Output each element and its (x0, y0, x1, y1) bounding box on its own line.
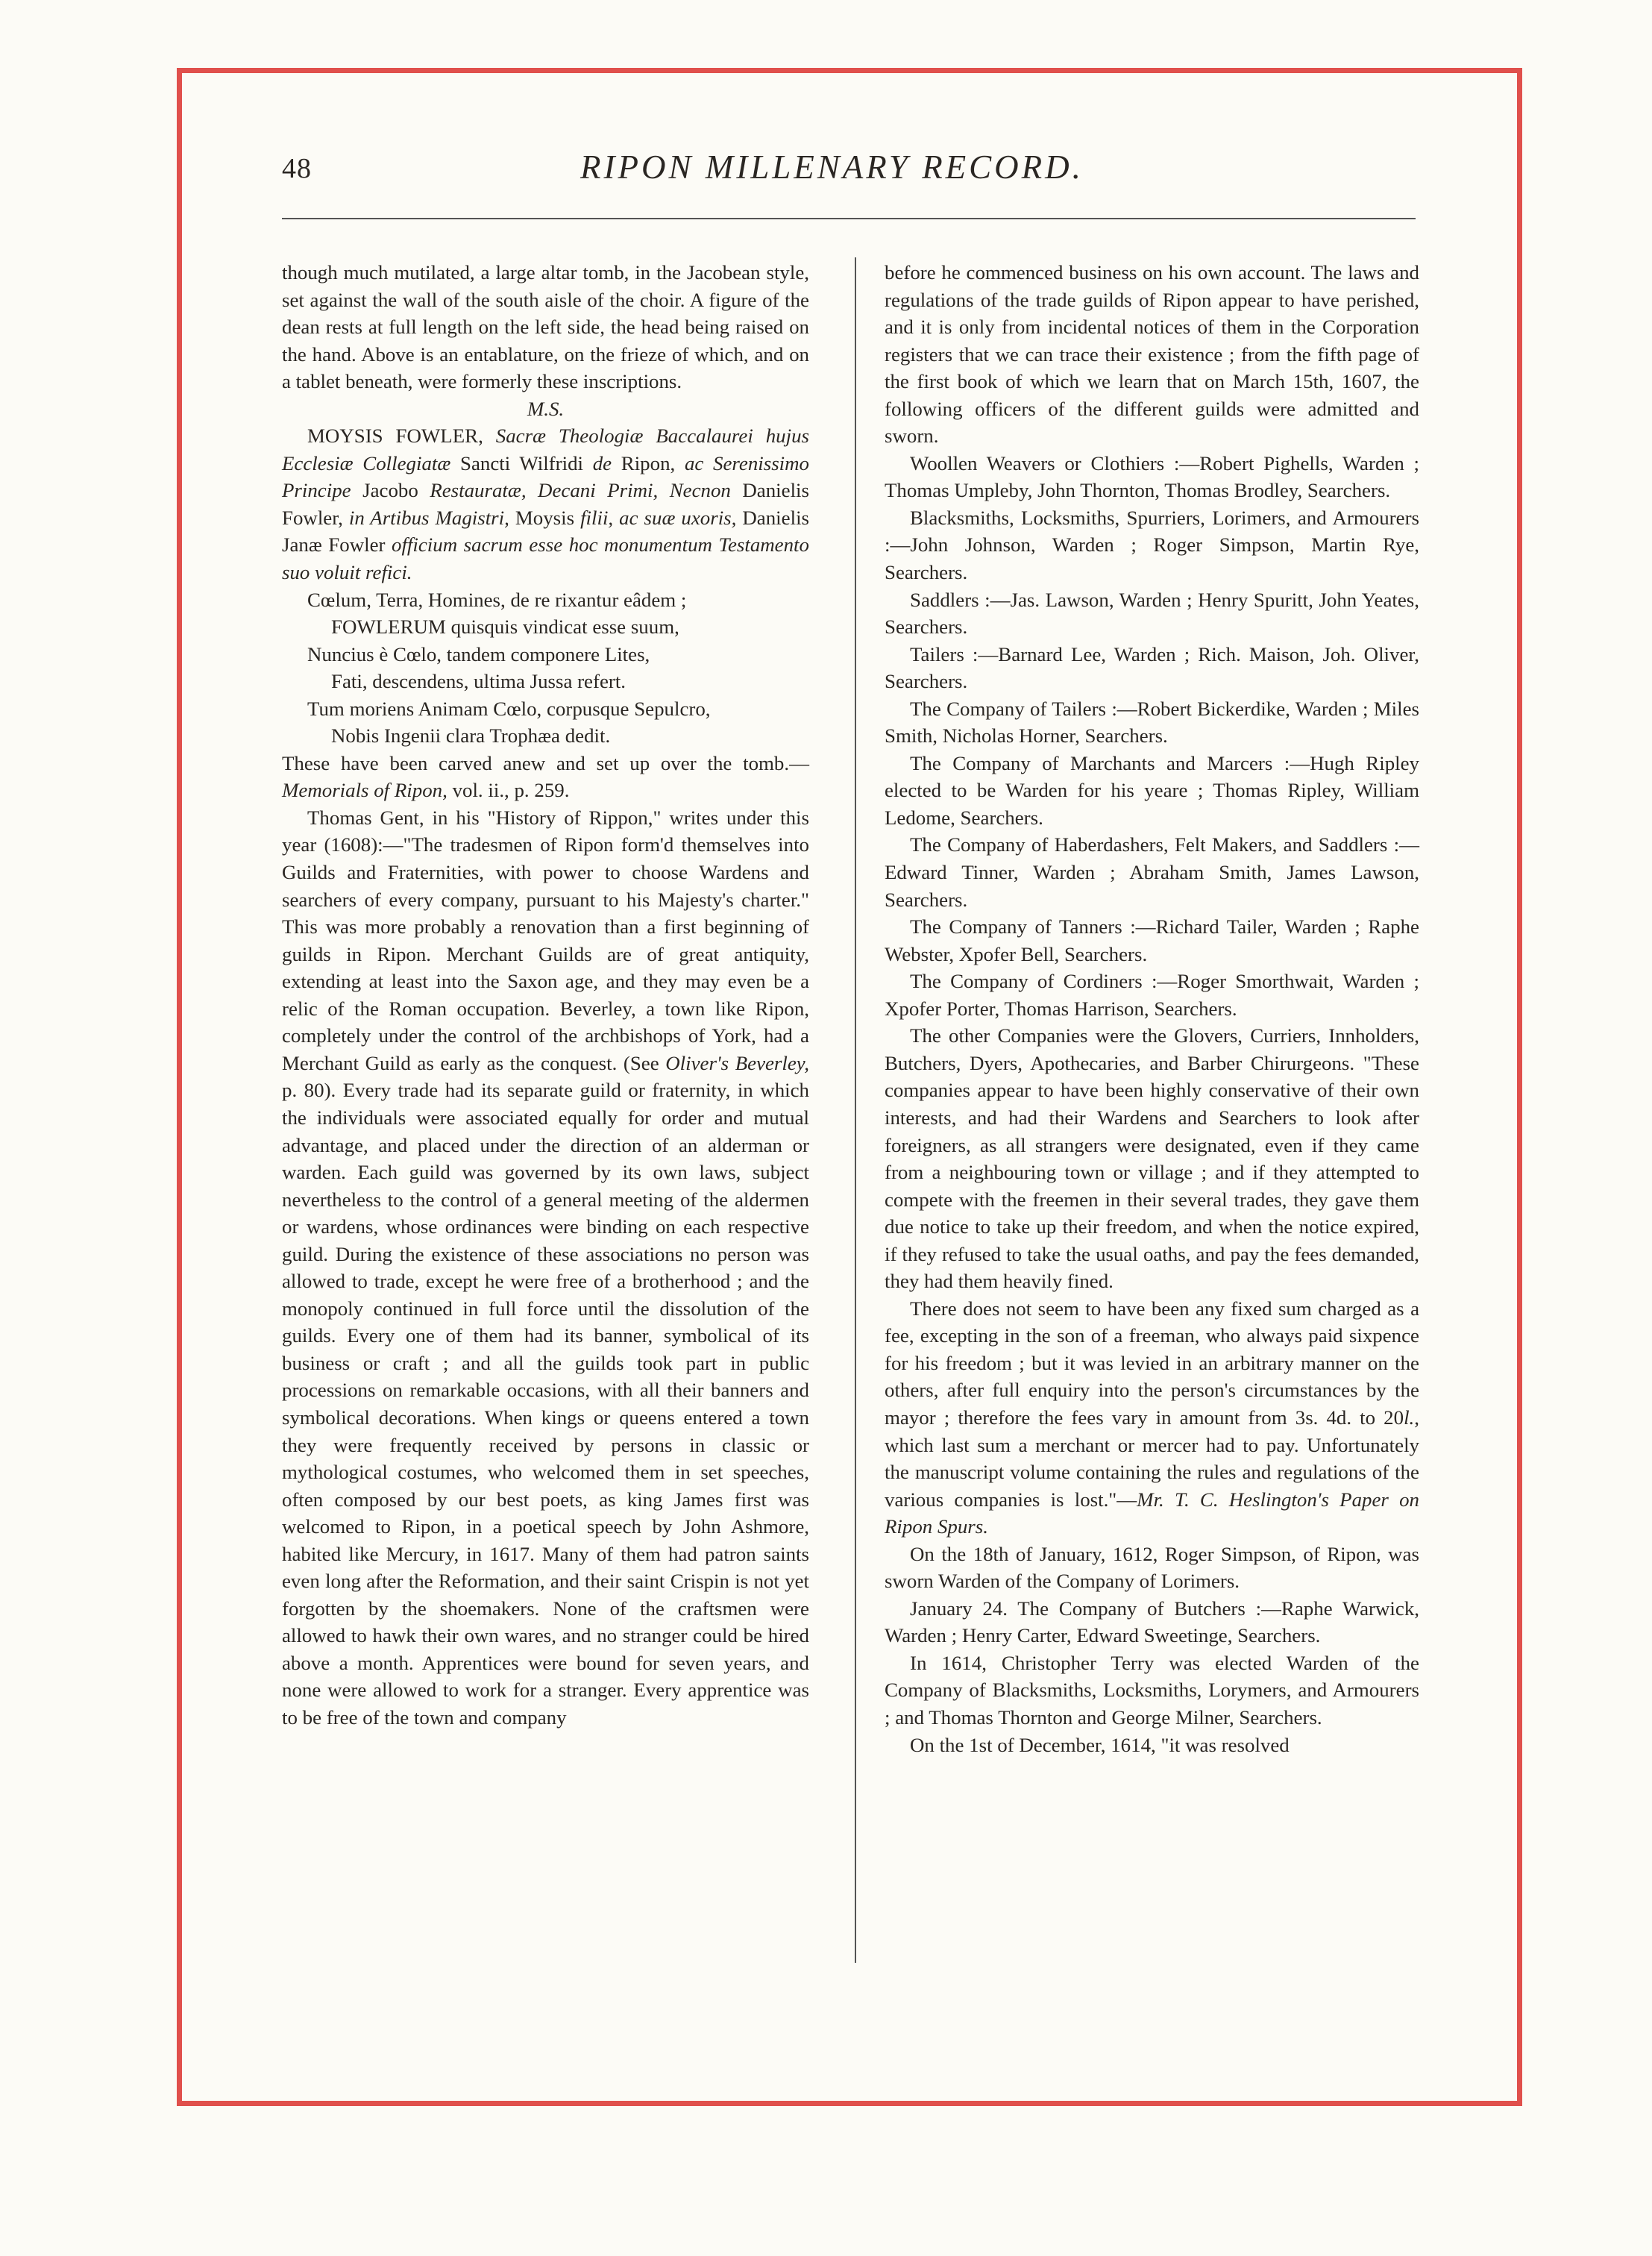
paragraph: January 24. The Company of Butchers :—Raphe Warwick, Warden ; Henry Carter, Edward Sweetinge, Searchers. (885, 1597, 1419, 1647)
verse-line: FOWLERUM quisquis vindicat esse suum, (331, 615, 679, 639)
inscription-italic: ac Serenissimo Principe (282, 451, 809, 502)
inscription-text: Ripon, (612, 451, 685, 474)
latin-inscription (282, 422, 809, 586)
column-divider (855, 257, 856, 1963)
paragraph: In 1614, Christopher Terry was elected Warden of the Company of Blacksmiths, Locksmiths, Lorymers, and Armourers ; and Thomas Thornton and George Milner, Searchers. (885, 1651, 1419, 1729)
paragraph-text: These have been carved anew and set up over the tomb.— (282, 751, 809, 774)
verse-line: Cœlum, Terra, Homines, de re rixantur eâdem ; (307, 588, 687, 611)
paragraph: On the 18th of January, 1612, Roger Simpson, of Ripon, was sworn Warden of the Company of Lorimers. (885, 1542, 1419, 1593)
inscription-heading: M.S. (527, 397, 565, 420)
paragraph: On the 1st of December, 1614, "it was resolved (910, 1733, 1290, 1756)
paragraph: though much mutilated, a large altar tomb, in the Jacobean style, set against the wall of the south aisle of the choir. A figure of the dean rests at full length on the left side, the head being raised on the hand. Above is an entablature, on the frieze of which, and on a tablet beneath, were formerly these inscriptions. (282, 261, 809, 393)
page-number: 48 (282, 153, 312, 184)
inscription-text: Jacobo (351, 479, 430, 502)
running-title: RIPON MILLENARY RECORD. (580, 148, 1084, 186)
right-column (885, 259, 1419, 1758)
inscription-italic: Restauratæ, Decani Primi, Necnon (430, 479, 731, 502)
inscription-italic: officium sacrum esse hoc monumentum Testamento suo voluit refici. (282, 533, 809, 584)
citation-title: Oliver's Beverley, (665, 1051, 809, 1074)
paragraph: The Company of Cordiners :—Roger Smorthwait, Warden ; Xpofer Porter, Thomas Harrison, Searchers. (885, 970, 1419, 1020)
paragraph: Saddlers :—Jas. Lawson, Warden ; Henry Spuritt, John Yeates, Searchers. (885, 588, 1419, 639)
paragraph: The other Companies were the Glovers, Curriers, Innholders, Butchers, Dyers, Apothecaries, and Barber Chirurgeons. "These companies appear to have been highly conservative of their own interests, and had their Wardens and Searchers to look after foreigners, as all strangers were designated, even if they came from a neighbouring town or village ; and if they attempted to compete with the freemen in their several trades, they gave them due notice to take up their freedom, and when the notice expired, if they refused to take the usual oaths, and pay the fees demanded, they had them heavily fined. (885, 1024, 1419, 1293)
verse-line: Fati, descendens, ultima Jussa refert. (331, 670, 626, 693)
page-header (282, 142, 1416, 194)
paragraph: The Company of Tailers :—Robert Bickerdike, Warden ; Miles Smith, Nicholas Horner, Searchers. (885, 697, 1419, 748)
verse-line: Tum moriens Animam Cœlo, corpusque Sepulcro, (307, 697, 711, 720)
inscription-text: Danielis Fowler, (282, 479, 809, 529)
currency-italic: l. (1404, 1406, 1415, 1429)
citation-ref: vol. ii., p. 259. (447, 779, 570, 802)
verse-line: Nuncius è Cœlo, tandem componere Lites, (307, 642, 650, 665)
paragraph: Blacksmiths, Locksmiths, Spurriers, Lorimers, and Armourers :—John Johnson, Warden ; Roger Simpson, Martin Rye, Searchers. (885, 506, 1419, 584)
paragraph-text: p. 80). Every trade had its separate guild or fraternity, in which the individuals were associated equally for order and mutual advantage, and placed under the direction of an alderman or warden. Each guild was governed by its own laws, subject nevertheless to the control of a general meeting of the aldermen or wardens, whose ordinances were binding on each respective guild. During the existence of these associations no person was allowed to trade, except he were free of a brotherhood ; and the monopoly continued in full force until the dissolution of the guilds. Every one of them had its banner, symbolical of its business or craft ; and all the guilds took part in public processions on remarkable occasions, with all their banners and symbolical decorations. When kings or queens entered a town they were frequently received by persons in classic or mythological costumes, who welcomed them in set speeches, often composed by our best poets, as king James first was welcomed to Ripon, in a poetical speech by John Ashmore, habited like Mercury, in 1617. Many of them had patron saints even long after the Reformation, and their saint Crispin is not yet forgotten by the shoemakers. None of the craftsmen were allowed to hawk their own wares, and no stranger could be hired above a month. Apprentices were bound for seven years, and none were allowed to work for a stranger. Every apprentice was to be free of the town and company (282, 1079, 809, 1729)
inscription-italic: filii, ac suæ uxoris, (580, 506, 737, 529)
paragraph: The Company of Marchants and Marcers :—Hugh Ripley elected to be Warden for his yeare ; Thomas Ripley, William Ledome, Searchers. (885, 751, 1419, 829)
citation-title: Mr. T. C. Heslington's Paper on Ripon Spurs. (885, 1488, 1419, 1538)
paragraph (885, 1295, 1419, 1541)
inscription-italic: in Artibus Magistri, (348, 506, 509, 529)
inscription-text: Danielis Janæ Fowler (282, 506, 809, 557)
paragraph-text: Thomas Gent, in his "History of Rippon," writes under this year (1608):—"The tradesmen of Ripon form'd themselves into Guilds and Fraternities, with power to choose Wardens and searchers of every company, pursuant to his Majesty's charter." This was more probably a renovation than a first beginning of guilds in Ripon. Merchant Guilds are of great antiquity, extending at least into the Saxon age, and they may even be a relic of the Roman occupation. Beverley, a town like Ripon, completely under the control of the archbishops of York, had a Merchant Guild as early as the conquest. (See (282, 806, 809, 1074)
paragraph-text: There does not seem to have been any fixed sum charged as a fee, excepting in the son of a freeman, who always paid sixpence for his freedom ; but it was levied in an arbitrary manner on the others, after full enquiry into the person's circumstances by the mayor ; therefore the fees vary in amount from 3s. 4d. to 20 (885, 1297, 1419, 1429)
citation-title: Memorials of Ripon, (282, 779, 447, 802)
verse-line: Nobis Ingenii clara Trophæa dedit. (331, 724, 611, 748)
paragraph: The Company of Haberdashers, Felt Makers, and Saddlers :—Edward Tinner, Warden ; Abraham Smith, James Lawson, Searchers. (885, 833, 1419, 911)
left-column (282, 259, 809, 1732)
paragraph: before he commenced business on his own account. The laws and regulations of the trade guilds of Ripon appear to have perished, and it is only from incidental notices of them in the Corporation registers that we can trace their existence ; from the fifth page of the first book of which we learn that on March 15th, 1607, the following officers of the different guilds were admitted and sworn. (885, 261, 1419, 448)
inscription-italic: Sacræ Theologiæ Baccalaurei hujus Ecclesiæ Collegiatæ (282, 424, 810, 474)
paragraph: Woollen Weavers or Clothiers :—Robert Pighells, Warden ; Thomas Umpleby, John Thornton, Thomas Brodley, Searchers. (885, 451, 1419, 502)
inscription-italic: de (592, 451, 612, 474)
paragraph-text: , which last sum a merchant or mercer had to pay. Unfortunately the manuscript volume containing the rules and regulations of the various companies is lost."— (885, 1406, 1419, 1511)
paragraph: Tailers :—Barnard Lee, Warden ; Rich. Maison, Joh. Oliver, Searchers. (885, 642, 1419, 693)
paragraph: The Company of Tanners :—Richard Tailer, Warden ; Raphe Webster, Xpofer Bell, Searchers. (885, 915, 1419, 965)
inscription-text: Sancti Wilfridi (450, 451, 593, 474)
latin-verse (307, 586, 809, 750)
inscription-text: Moysis (509, 506, 581, 529)
inscription-text: MOYSIS FOWLER, (307, 424, 496, 448)
paragraph (282, 750, 809, 804)
paragraph (282, 804, 809, 1732)
header-rule (282, 218, 1416, 219)
